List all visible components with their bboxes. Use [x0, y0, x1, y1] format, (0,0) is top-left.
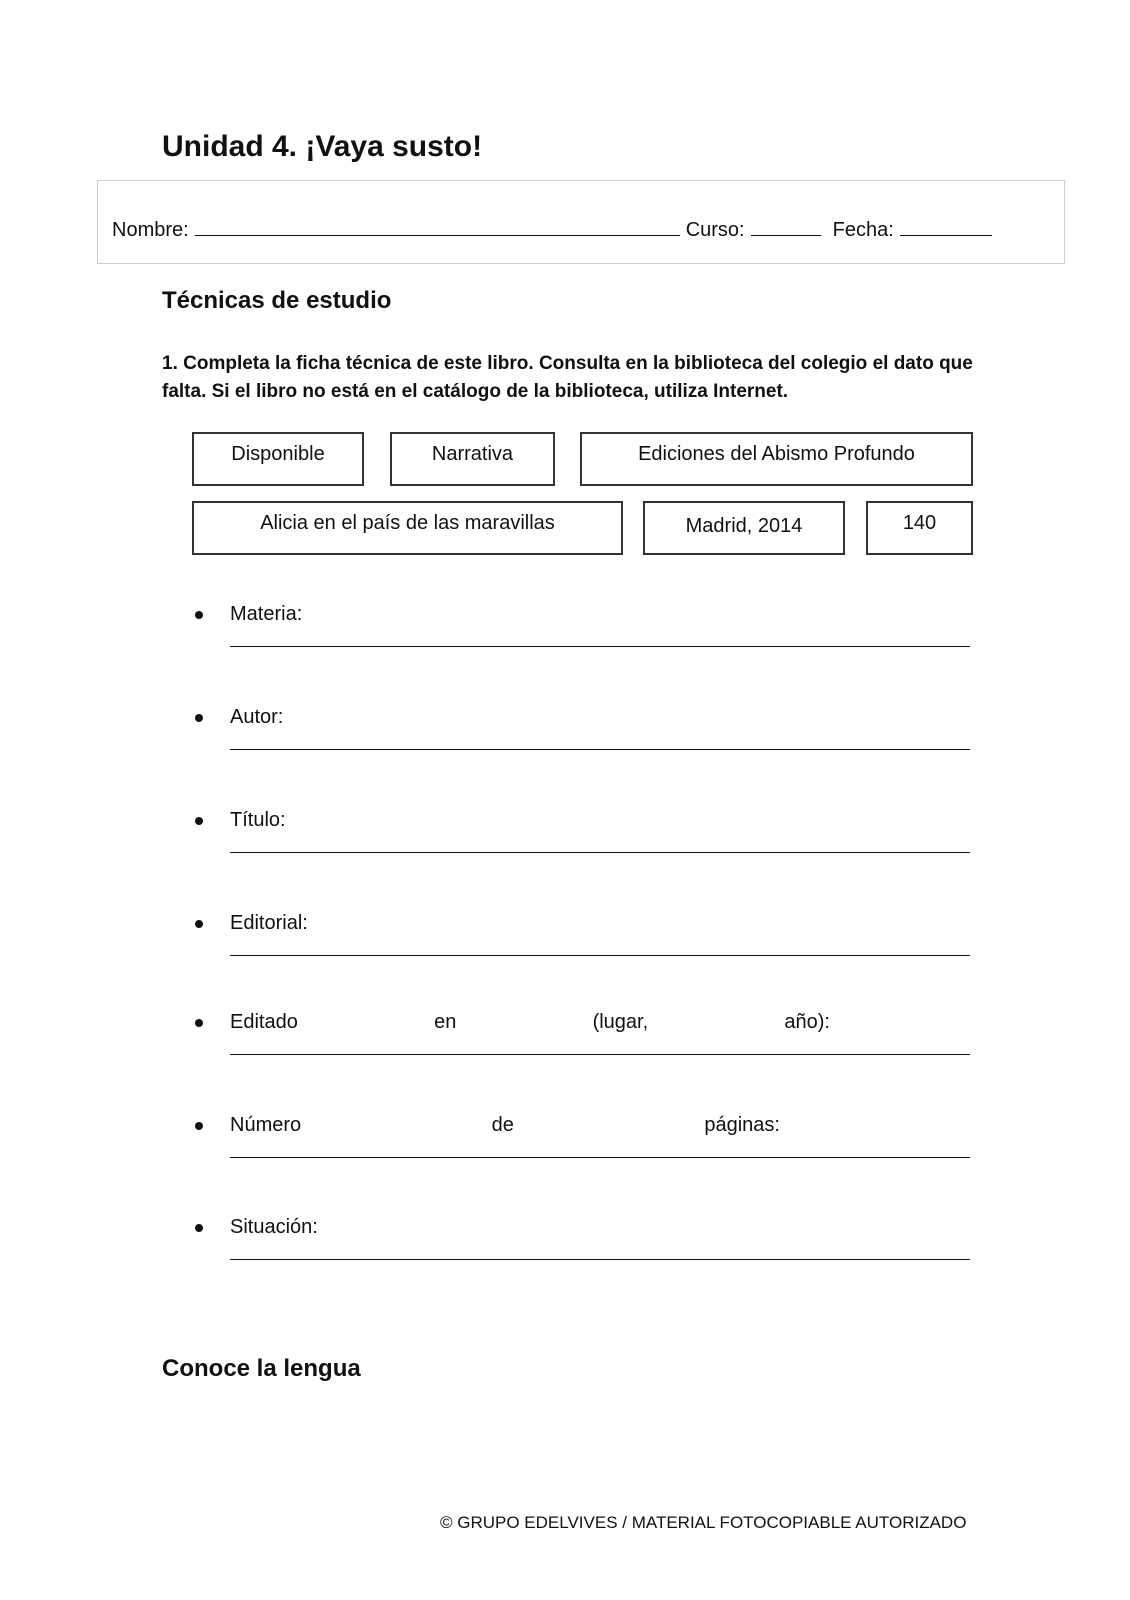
answer-line[interactable]	[230, 1157, 970, 1158]
section-title-study: Técnicas de estudio	[162, 287, 392, 314]
field-label	[230, 1114, 780, 1137]
student-info-box	[97, 180, 1065, 264]
field-autor	[195, 706, 970, 756]
bullet	[195, 817, 203, 825]
field-materia	[195, 603, 970, 653]
answer-line[interactable]	[230, 1259, 970, 1260]
field-label: Situación:	[230, 1216, 318, 1238]
card-narrativa: Narrativa	[390, 432, 555, 486]
bullet	[195, 1019, 203, 1027]
date-label: Fecha:	[832, 219, 894, 241]
bullet	[195, 920, 203, 928]
answer-line[interactable]	[230, 646, 970, 647]
field-numero-paginas	[195, 1114, 970, 1164]
name-field[interactable]	[195, 215, 680, 236]
card-disponible: Disponible	[192, 432, 364, 486]
field-label-word: en	[434, 1011, 457, 1033]
field-titulo	[195, 809, 970, 859]
answer-line[interactable]	[230, 852, 970, 853]
field-label: Título:	[230, 809, 286, 831]
date-field[interactable]	[900, 215, 992, 236]
answer-line[interactable]	[230, 749, 970, 750]
name-label: Nombre:	[112, 219, 189, 241]
footer-copyright: © GRUPO EDELVIVES / MATERIAL FOTOCOPIABLE AUTORIZADO	[440, 1513, 967, 1532]
field-label: Autor:	[230, 706, 284, 728]
field-label	[230, 1011, 830, 1034]
answer-line[interactable]	[230, 1054, 970, 1055]
course-label: Curso:	[685, 219, 745, 241]
field-label-word: Editado	[230, 1011, 298, 1033]
field-label-word: páginas:	[704, 1114, 780, 1136]
field-label-word: de	[491, 1114, 514, 1136]
field-editorial	[195, 912, 970, 962]
bullet	[195, 1122, 203, 1130]
card-paginas: 140	[866, 501, 973, 555]
course-field[interactable]	[751, 215, 821, 236]
bullet	[195, 611, 203, 619]
section-title-language: Conoce la lengua	[162, 1355, 361, 1382]
bullet	[195, 1224, 203, 1232]
field-label: Editorial:	[230, 912, 308, 934]
bullet	[195, 714, 203, 722]
field-label-word: (lugar,	[592, 1011, 649, 1033]
field-label-word: Número	[230, 1114, 302, 1136]
student-info-line	[112, 215, 998, 242]
answer-line[interactable]	[230, 955, 970, 956]
field-situacion	[195, 1216, 970, 1266]
field-label: Materia:	[230, 603, 303, 625]
card-titulo: Alicia en el país de las maravillas	[192, 501, 623, 555]
card-lugar-ano: Madrid, 2014	[643, 501, 845, 555]
card-editorial: Ediciones del Abismo Profundo	[580, 432, 973, 486]
page-title: Unidad 4. ¡Vaya susto!	[162, 130, 483, 163]
exercise-instruction: 1. Completa la ficha técnica de este libro. Consulta en la biblioteca del colegio el dato que falta. Si el libro no está en el catálogo de la biblioteca, utiliza Internet.	[162, 353, 973, 402]
field-editado	[195, 1011, 970, 1061]
field-label-word: año):	[784, 1011, 830, 1033]
